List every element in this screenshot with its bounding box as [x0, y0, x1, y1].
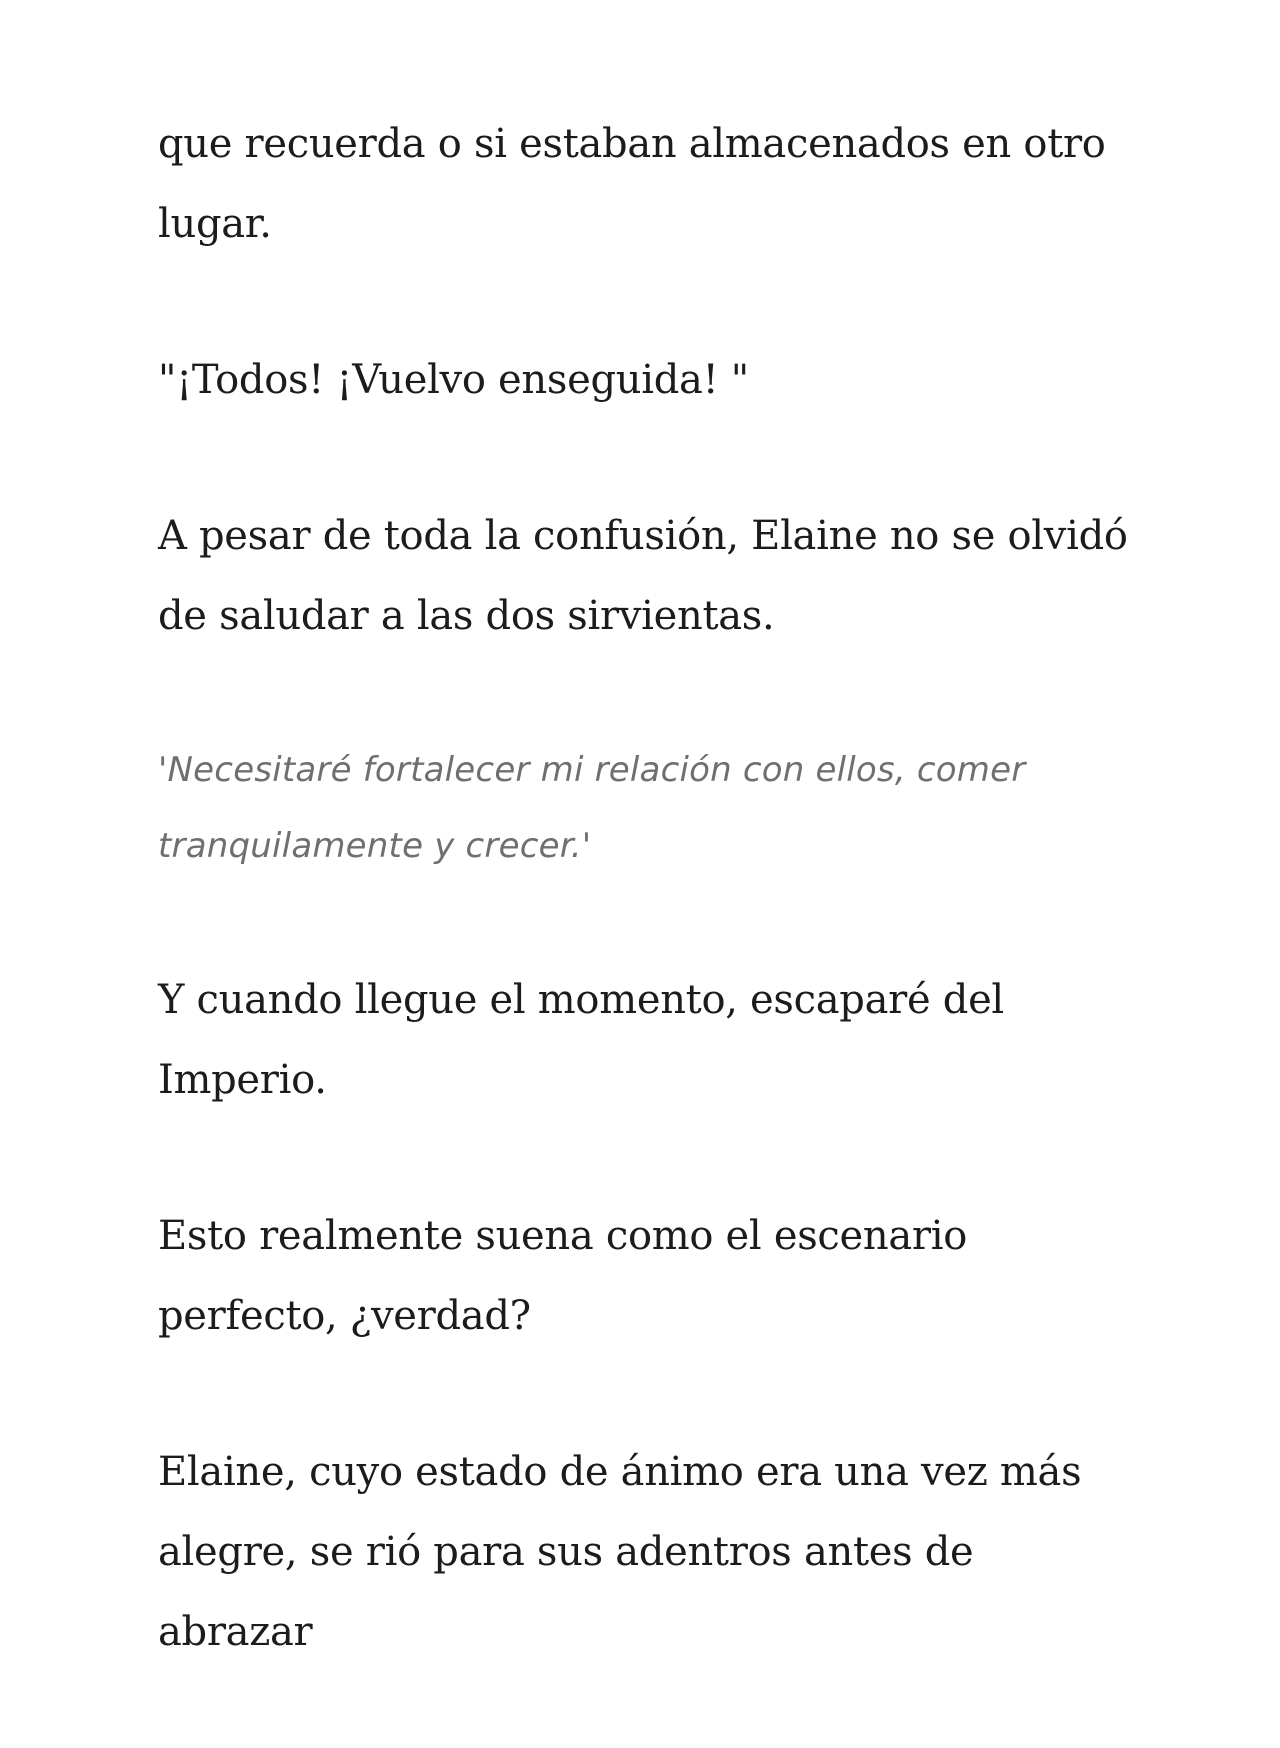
- paragraph-narration: Elaine, cuyo estado de ánimo era una vez más alegre, se rió para sus adentros antes de abrazar: [158, 1449, 1094, 1655]
- paragraph-narration: Esto realmente suena como el escenario perfecto, ¿verdad?: [158, 1213, 980, 1339]
- reader-page: [158, 104, 1141, 1748]
- paragraph-narration: Y cuando llegue el momento, escaparé del Imperio.: [158, 977, 1017, 1103]
- paragraph-dialogue: "¡Todos! ¡Vuelvo enseguida! ": [158, 357, 749, 403]
- paragraph-narration: A pesar de toda la confusión, Elaine no se olvidó de saludar a las dos sirvientas.: [158, 513, 1141, 639]
- paragraph-thought: 'Necesitaré fortalecer mi relación con ellos, comer tranquilamente y crecer.': [158, 750, 1037, 866]
- paragraph-narration: que recuerda o si estaban almacenados en otro lugar.: [158, 121, 1119, 247]
